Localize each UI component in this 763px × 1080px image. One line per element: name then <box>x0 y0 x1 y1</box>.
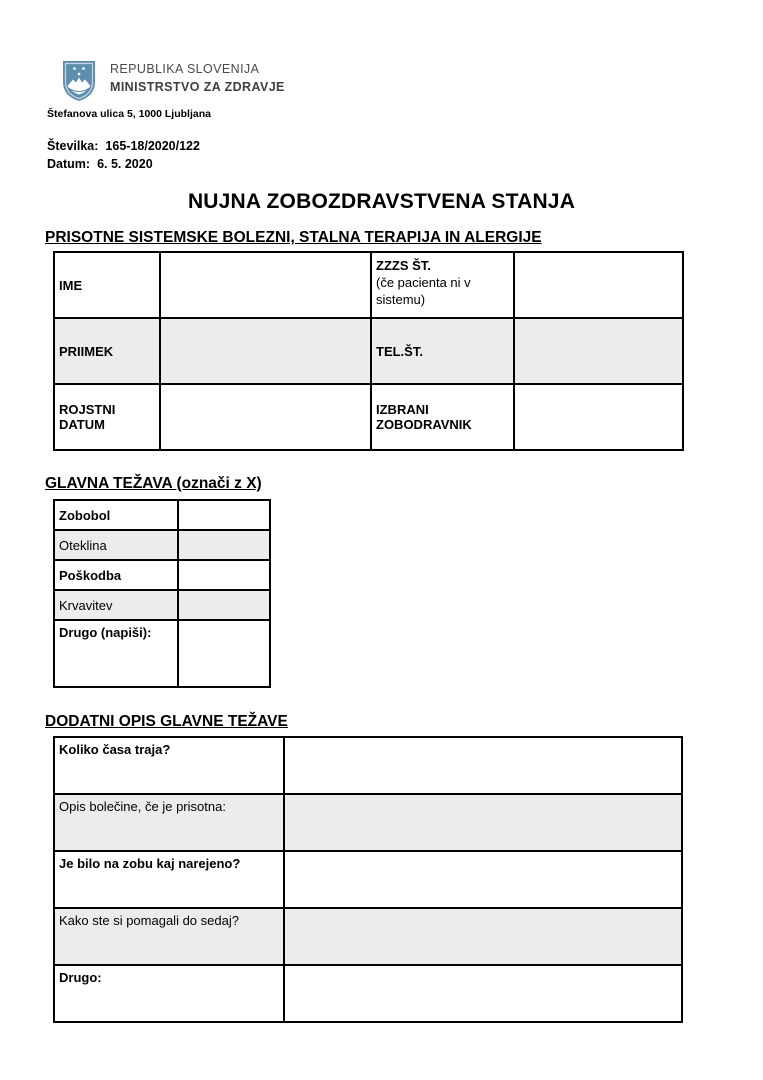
table-row <box>54 590 270 620</box>
rojstni-datum-label: ROJSTNI DATUM <box>54 384 160 450</box>
republic-name: REPUBLIKA SLOVENIJA <box>110 62 260 76</box>
page-title: NUJNA ZOBOZDRAVSTVENA STANJA <box>187 190 576 213</box>
drugo-value-cell <box>284 965 682 1022</box>
table-row <box>54 620 270 687</box>
table-row <box>54 318 683 384</box>
oteklina-mark-cell <box>178 530 270 560</box>
document-number-value: 165-18/2020/122 <box>105 139 200 153</box>
izbrani-zobozdravnik-value-cell <box>514 384 683 450</box>
ime-label: IME <box>54 252 160 318</box>
table-row <box>54 252 683 318</box>
krvavitev-label: Krvavitev <box>54 590 178 620</box>
telefon-label: TEL.ŠT. <box>371 318 514 384</box>
telefon-value-cell <box>514 318 683 384</box>
zzzs-label-cell <box>371 252 514 318</box>
table-row <box>54 908 682 965</box>
izbrani-zobozdravnik-label: IZBRANI ZOBODRAVNIK <box>371 384 514 450</box>
drugo-napisi-value-cell <box>178 620 270 687</box>
additional-description-table <box>53 736 683 1023</box>
drugo-label: Drugo: <box>54 965 284 1022</box>
main-problem-table <box>53 499 271 688</box>
priimek-value-cell <box>160 318 371 384</box>
zzzs-note: (če pacienta ni v sistemu) <box>376 275 471 307</box>
poskodba-label: Poškodba <box>54 560 178 590</box>
je-bilo-narejeno-value-cell <box>284 851 682 908</box>
drugo-napisi-label: Drugo (napiši): <box>54 620 178 687</box>
slovenia-coat-of-arms-icon <box>55 56 103 104</box>
table-row <box>54 500 270 530</box>
table-row <box>54 560 270 590</box>
priimek-label: PRIIMEK <box>54 318 160 384</box>
section-heading-main-problem: GLAVNA TEŽAVA (označi z X) <box>45 475 262 492</box>
ministry-address: Štefanova ulica 5, 1000 Ljubljana <box>47 108 211 120</box>
patient-info-table <box>53 251 684 451</box>
poskodba-mark-cell <box>178 560 270 590</box>
table-row <box>54 851 682 908</box>
zzzs-label: ZZZS ŠT. <box>376 258 431 273</box>
je-bilo-narejeno-label: Je bilo na zobu kaj narejeno? <box>54 851 284 908</box>
zobobol-label: Zobobol <box>54 500 178 530</box>
table-row <box>54 737 682 794</box>
document-date-label: Datum: <box>47 157 91 171</box>
oteklina-label: Oteklina <box>54 530 178 560</box>
document-date-value: 6. 5. 2020 <box>97 157 153 171</box>
table-row <box>54 384 683 450</box>
koliko-casa-value-cell <box>284 737 682 794</box>
document-number-label: Številka: <box>47 139 99 153</box>
section-heading-additional: DODATNI OPIS GLAVNE TEŽAVE <box>45 713 288 730</box>
document-number-line <box>47 139 200 153</box>
table-row <box>54 965 682 1022</box>
kako-pomagali-label: Kako ste si pomagali do sedaj? <box>54 908 284 965</box>
zzzs-value-cell <box>514 252 683 318</box>
zobobol-mark-cell <box>178 500 270 530</box>
table-row <box>54 530 270 560</box>
opis-bolecine-label: Opis bolečine, če je prisotna: <box>54 794 284 851</box>
ministry-block <box>110 61 285 95</box>
kako-pomagali-value-cell <box>284 908 682 965</box>
opis-bolecine-value-cell <box>284 794 682 851</box>
section-heading-systemic: PRISOTNE SISTEMSKE BOLEZNI, STALNA TERAPIJA IN ALERGIJE <box>45 229 542 246</box>
table-row <box>54 794 682 851</box>
ministry-name: MINISTRSTVO ZA ZDRAVJE <box>110 80 285 94</box>
rojstni-datum-value-cell <box>160 384 371 450</box>
document-date-line <box>47 157 153 171</box>
krvavitev-mark-cell <box>178 590 270 620</box>
ime-value-cell <box>160 252 371 318</box>
koliko-casa-label: Koliko časa traja? <box>54 737 284 794</box>
